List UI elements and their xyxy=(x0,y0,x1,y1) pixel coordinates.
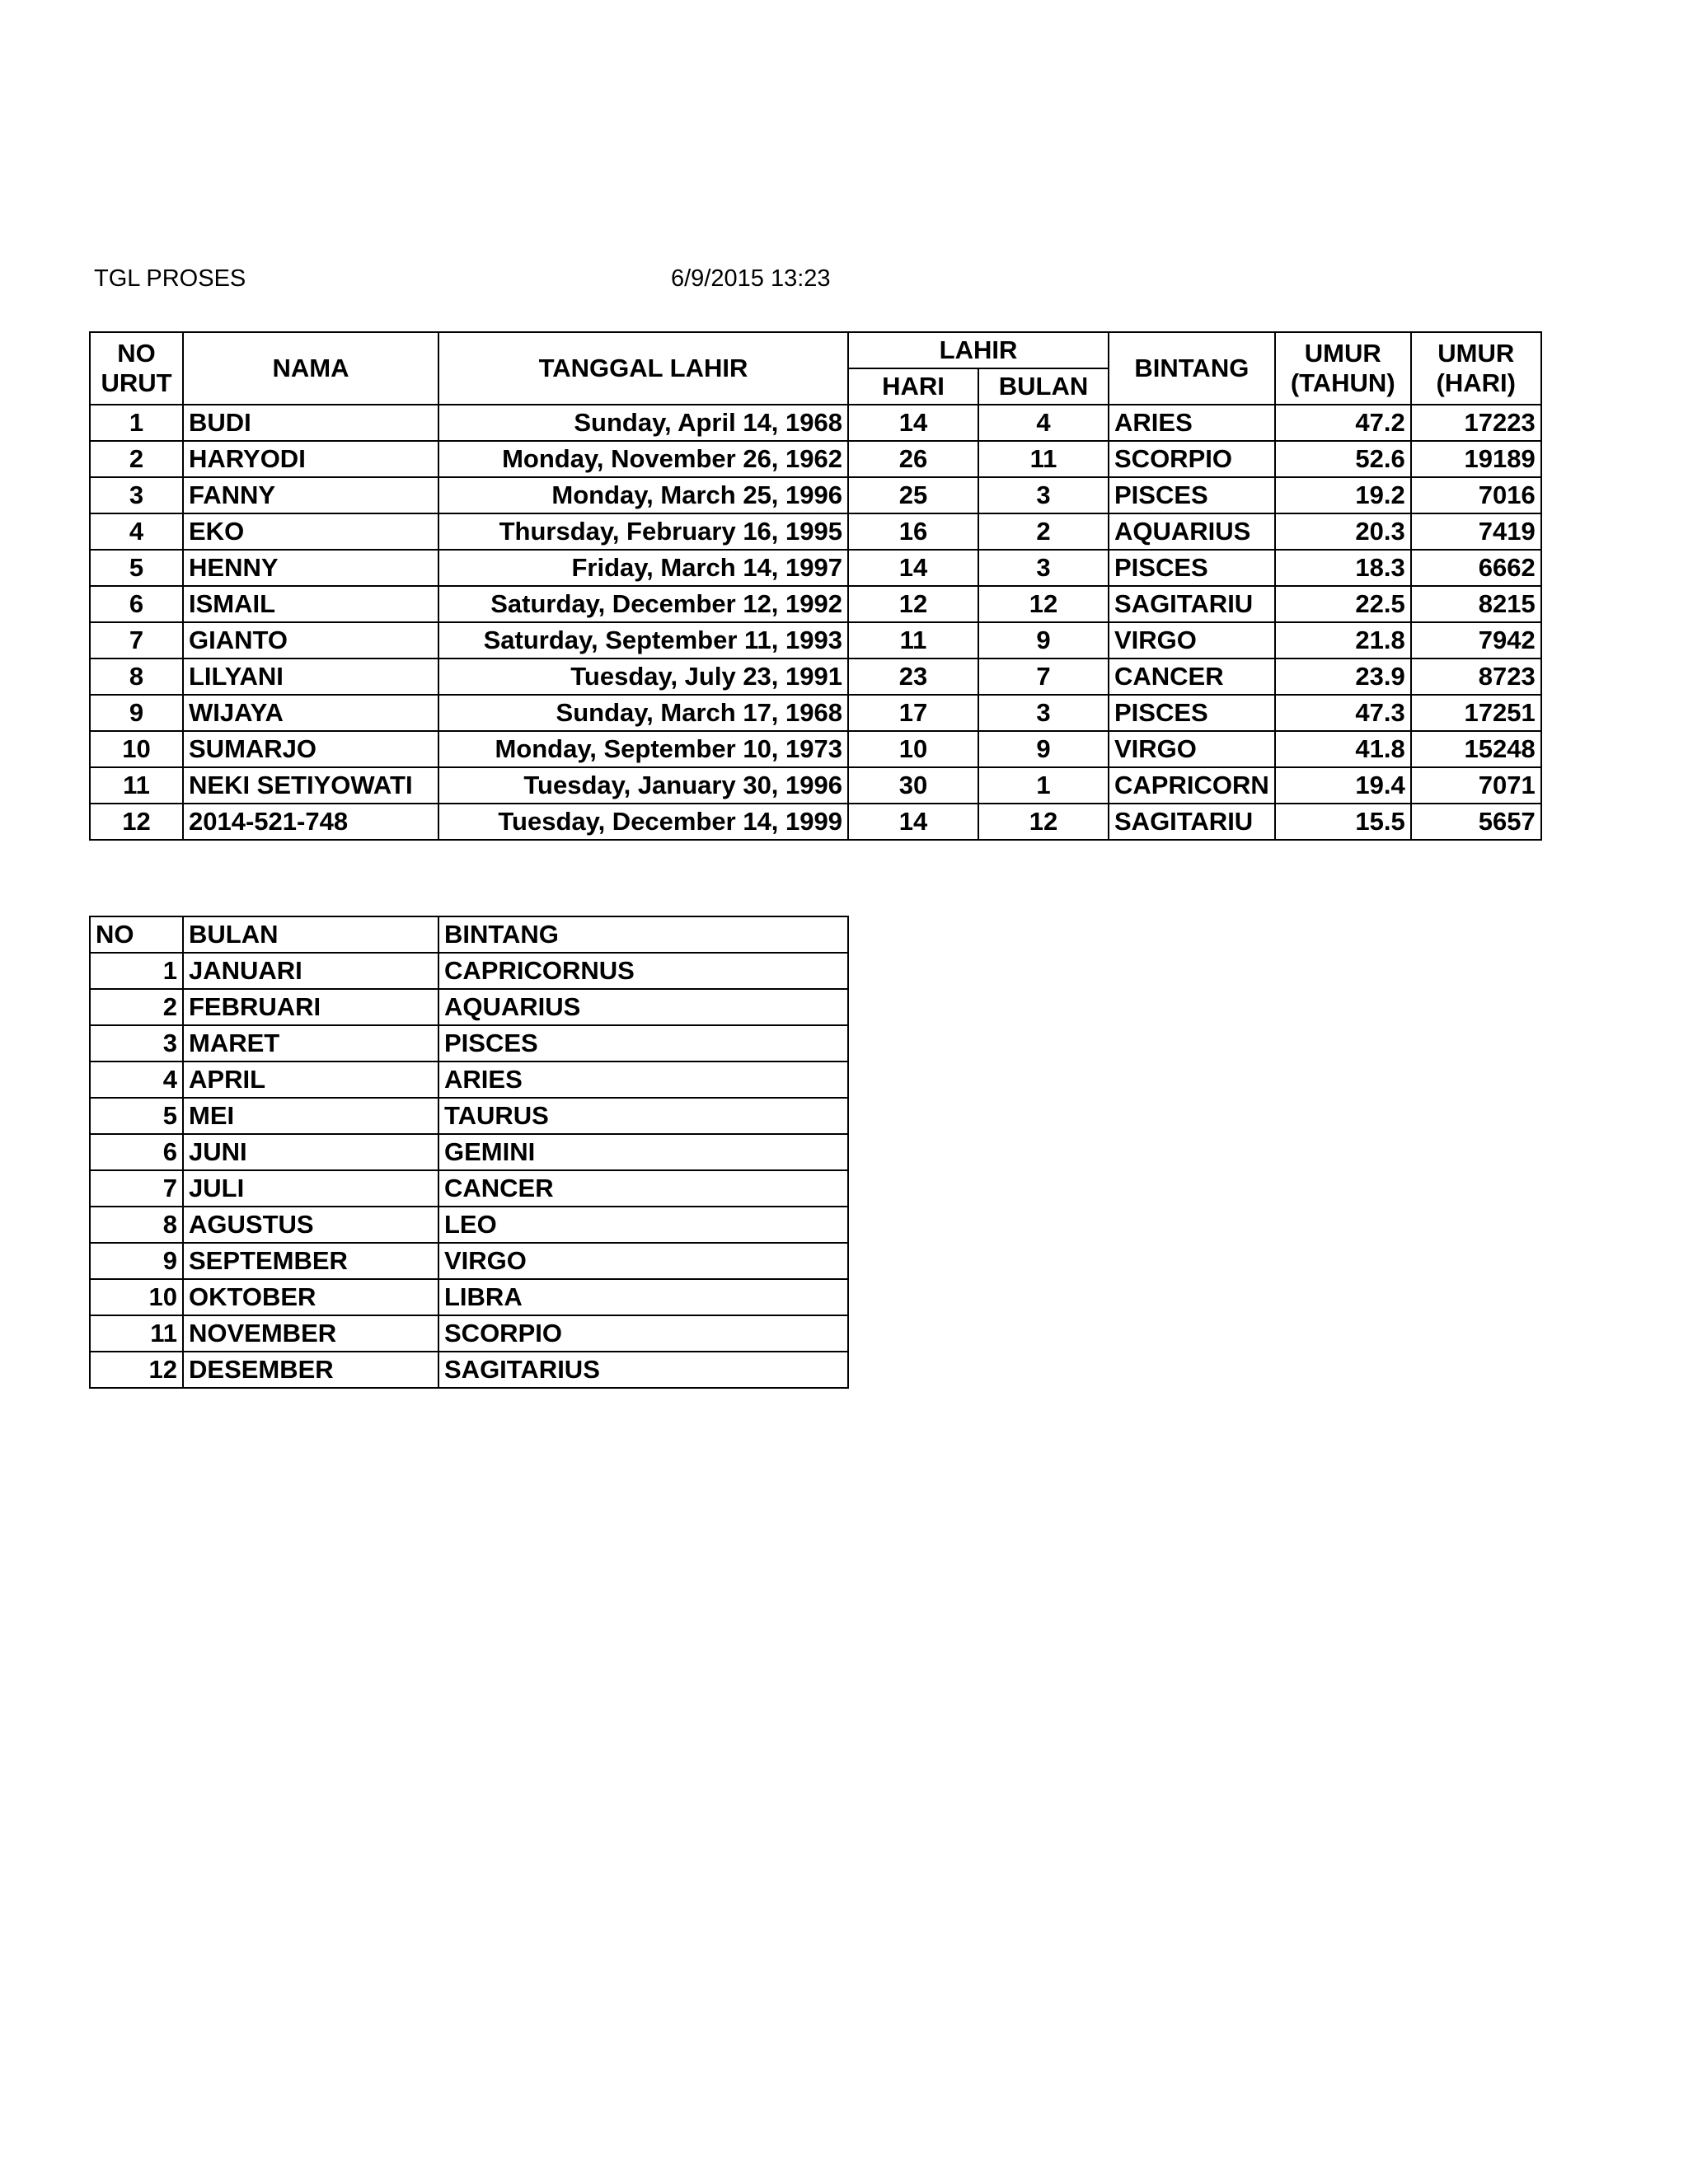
zodiac-cell-no: 6 xyxy=(90,1134,183,1170)
cell-bintang: PISCES xyxy=(1109,477,1275,513)
cell-hari: 25 xyxy=(848,477,978,513)
zodiac-cell-bulan: SEPTEMBER xyxy=(183,1243,438,1279)
cell-no: 4 xyxy=(90,513,183,550)
header-bulan: BULAN xyxy=(978,368,1109,405)
header-umur-tahun xyxy=(1275,332,1411,405)
zodiac-cell-no: 11 xyxy=(90,1315,183,1352)
zodiac-cell-bulan: JUNI xyxy=(183,1134,438,1170)
cell-umur-tahun: 20.3 xyxy=(1275,513,1411,550)
cell-bintang: CAPRICORN xyxy=(1109,767,1275,804)
zodiac-row xyxy=(90,1098,848,1134)
cell-umur-hari: 8215 xyxy=(1411,586,1541,622)
cell-umur-tahun: 41.8 xyxy=(1275,731,1411,767)
cell-tanggal: Tuesday, January 30, 1996 xyxy=(438,767,848,804)
zodiac-cell-bintang: ARIES xyxy=(438,1062,848,1098)
zodiac-cell-bintang: CANCER xyxy=(438,1170,848,1207)
cell-tanggal: Friday, March 14, 1997 xyxy=(438,550,848,586)
header-umur-hari-line2: (HARI) xyxy=(1436,368,1516,397)
cell-tanggal: Monday, November 26, 1962 xyxy=(438,441,848,477)
cell-bintang: ARIES xyxy=(1109,405,1275,441)
cell-nama: FANNY xyxy=(183,477,438,513)
cell-nama: HARYODI xyxy=(183,441,438,477)
cell-bulan: 3 xyxy=(978,477,1109,513)
birth-data-table xyxy=(89,331,1542,841)
cell-bintang: VIRGO xyxy=(1109,731,1275,767)
cell-tanggal: Tuesday, December 14, 1999 xyxy=(438,804,848,840)
process-date-value: 6/9/2015 13:23 xyxy=(671,265,831,292)
cell-umur-hari: 7071 xyxy=(1411,767,1541,804)
cell-no: 7 xyxy=(90,622,183,658)
cell-umur-tahun: 47.3 xyxy=(1275,695,1411,731)
cell-nama: ISMAIL xyxy=(183,586,438,622)
cell-tanggal: Sunday, April 14, 1968 xyxy=(438,405,848,441)
zodiac-cell-no: 4 xyxy=(90,1062,183,1098)
cell-bintang: SAGITARIU xyxy=(1109,804,1275,840)
zodiac-header-bintang: BINTANG xyxy=(438,916,848,953)
zodiac-row xyxy=(90,1170,848,1207)
process-date-label: TGL PROSES xyxy=(94,265,246,292)
zodiac-cell-bulan: JANUARI xyxy=(183,953,438,989)
cell-hari: 26 xyxy=(848,441,978,477)
zodiac-row xyxy=(90,1352,848,1388)
cell-umur-hari: 6662 xyxy=(1411,550,1541,586)
table-row xyxy=(90,586,1541,622)
zodiac-header-row xyxy=(90,916,848,953)
cell-hari: 30 xyxy=(848,767,978,804)
zodiac-cell-bulan: MEI xyxy=(183,1098,438,1134)
zodiac-row xyxy=(90,1243,848,1279)
zodiac-header-no: NO xyxy=(90,916,183,953)
cell-hari: 17 xyxy=(848,695,978,731)
zodiac-header-bulan: BULAN xyxy=(183,916,438,953)
cell-bintang: VIRGO xyxy=(1109,622,1275,658)
zodiac-cell-bintang: SAGITARIUS xyxy=(438,1352,848,1388)
cell-bulan: 9 xyxy=(978,731,1109,767)
table-row xyxy=(90,405,1541,441)
cell-umur-tahun: 22.5 xyxy=(1275,586,1411,622)
cell-bintang: PISCES xyxy=(1109,550,1275,586)
zodiac-row xyxy=(90,1062,848,1098)
cell-nama: HENNY xyxy=(183,550,438,586)
cell-no: 6 xyxy=(90,586,183,622)
zodiac-cell-bintang: PISCES xyxy=(438,1025,848,1062)
zodiac-cell-bulan: DESEMBER xyxy=(183,1352,438,1388)
zodiac-cell-bulan: NOVEMBER xyxy=(183,1315,438,1352)
cell-umur-hari: 7016 xyxy=(1411,477,1541,513)
header-tanggal-lahir: TANGGAL LAHIR xyxy=(438,332,848,405)
cell-umur-hari: 7419 xyxy=(1411,513,1541,550)
zodiac-cell-bulan: AGUSTUS xyxy=(183,1207,438,1243)
cell-bintang: SAGITARIU xyxy=(1109,586,1275,622)
cell-nama: WIJAYA xyxy=(183,695,438,731)
cell-no: 3 xyxy=(90,477,183,513)
cell-bintang: PISCES xyxy=(1109,695,1275,731)
cell-bulan: 1 xyxy=(978,767,1109,804)
header-umur-tahun-line2: (TAHUN) xyxy=(1290,368,1395,397)
cell-bintang: SCORPIO xyxy=(1109,441,1275,477)
zodiac-cell-no: 8 xyxy=(90,1207,183,1243)
cell-hari: 11 xyxy=(848,622,978,658)
header-no-line1: NO xyxy=(117,339,156,368)
cell-hari: 14 xyxy=(848,804,978,840)
zodiac-row xyxy=(90,1207,848,1243)
cell-bulan: 2 xyxy=(978,513,1109,550)
cell-umur-tahun: 21.8 xyxy=(1275,622,1411,658)
zodiac-cell-bulan: FEBRUARI xyxy=(183,989,438,1025)
table-row xyxy=(90,804,1541,840)
table-row xyxy=(90,767,1541,804)
cell-bulan: 3 xyxy=(978,550,1109,586)
cell-nama: LILYANI xyxy=(183,658,438,695)
zodiac-cell-bintang: LIBRA xyxy=(438,1279,848,1315)
header-umur-hari-line1: UMUR xyxy=(1437,339,1515,368)
cell-umur-tahun: 19.2 xyxy=(1275,477,1411,513)
zodiac-row xyxy=(90,1025,848,1062)
zodiac-cell-bulan: MARET xyxy=(183,1025,438,1062)
cell-hari: 14 xyxy=(848,550,978,586)
zodiac-cell-bulan: OKTOBER xyxy=(183,1279,438,1315)
header-umur-tahun-line1: UMUR xyxy=(1304,339,1381,368)
cell-bulan: 12 xyxy=(978,804,1109,840)
table-row xyxy=(90,695,1541,731)
zodiac-cell-bintang: SCORPIO xyxy=(438,1315,848,1352)
table-row xyxy=(90,658,1541,695)
zodiac-cell-bulan: JULI xyxy=(183,1170,438,1207)
cell-nama: NEKI SETIYOWATI xyxy=(183,767,438,804)
cell-hari: 10 xyxy=(848,731,978,767)
process-date-row xyxy=(94,260,918,297)
header-umur-hari xyxy=(1411,332,1541,405)
zodiac-cell-bintang: CAPRICORNUS xyxy=(438,953,848,989)
header-no-urut xyxy=(90,332,183,405)
cell-tanggal: Monday, March 25, 1996 xyxy=(438,477,848,513)
cell-umur-tahun: 52.6 xyxy=(1275,441,1411,477)
cell-no: 9 xyxy=(90,695,183,731)
cell-umur-hari: 15248 xyxy=(1411,731,1541,767)
zodiac-row xyxy=(90,1279,848,1315)
cell-no: 5 xyxy=(90,550,183,586)
zodiac-cell-no: 1 xyxy=(90,953,183,989)
cell-no: 10 xyxy=(90,731,183,767)
zodiac-cell-bintang: GEMINI xyxy=(438,1134,848,1170)
cell-umur-tahun: 15.5 xyxy=(1275,804,1411,840)
cell-bulan: 7 xyxy=(978,658,1109,695)
cell-no: 1 xyxy=(90,405,183,441)
cell-tanggal: Saturday, December 12, 1992 xyxy=(438,586,848,622)
zodiac-cell-no: 7 xyxy=(90,1170,183,1207)
cell-umur-hari: 8723 xyxy=(1411,658,1541,695)
cell-nama: SUMARJO xyxy=(183,731,438,767)
header-no-line2: URUT xyxy=(101,368,172,397)
cell-no: 8 xyxy=(90,658,183,695)
cell-umur-hari: 5657 xyxy=(1411,804,1541,840)
cell-bulan: 4 xyxy=(978,405,1109,441)
zodiac-row xyxy=(90,1134,848,1170)
cell-bulan: 12 xyxy=(978,586,1109,622)
header-lahir: LAHIR xyxy=(848,332,1109,368)
cell-no: 2 xyxy=(90,441,183,477)
cell-umur-hari: 19189 xyxy=(1411,441,1541,477)
cell-tanggal: Tuesday, July 23, 1991 xyxy=(438,658,848,695)
cell-nama: EKO xyxy=(183,513,438,550)
zodiac-cell-no: 5 xyxy=(90,1098,183,1134)
cell-hari: 16 xyxy=(848,513,978,550)
cell-nama: BUDI xyxy=(183,405,438,441)
header-bintang: BINTANG xyxy=(1109,332,1275,405)
zodiac-cell-no: 12 xyxy=(90,1352,183,1388)
cell-hari: 12 xyxy=(848,586,978,622)
cell-umur-hari: 17251 xyxy=(1411,695,1541,731)
cell-tanggal: Monday, September 10, 1973 xyxy=(438,731,848,767)
zodiac-row xyxy=(90,953,848,989)
cell-bulan: 9 xyxy=(978,622,1109,658)
zodiac-cell-bintang: AQUARIUS xyxy=(438,989,848,1025)
table-row xyxy=(90,622,1541,658)
zodiac-cell-bintang: TAURUS xyxy=(438,1098,848,1134)
cell-umur-hari: 17223 xyxy=(1411,405,1541,441)
zodiac-cell-no: 10 xyxy=(90,1279,183,1315)
zodiac-cell-no: 3 xyxy=(90,1025,183,1062)
cell-umur-tahun: 47.2 xyxy=(1275,405,1411,441)
table-row xyxy=(90,731,1541,767)
table-row xyxy=(90,513,1541,550)
cell-umur-tahun: 19.4 xyxy=(1275,767,1411,804)
zodiac-row xyxy=(90,1315,848,1352)
cell-nama: GIANTO xyxy=(183,622,438,658)
zodiac-cell-bintang: LEO xyxy=(438,1207,848,1243)
cell-bulan: 3 xyxy=(978,695,1109,731)
cell-tanggal: Thursday, February 16, 1995 xyxy=(438,513,848,550)
zodiac-row xyxy=(90,989,848,1025)
header-hari: HARI xyxy=(848,368,978,405)
cell-no: 11 xyxy=(90,767,183,804)
zodiac-reference-table xyxy=(89,916,849,1389)
cell-hari: 14 xyxy=(848,405,978,441)
zodiac-cell-no: 9 xyxy=(90,1243,183,1279)
cell-umur-tahun: 18.3 xyxy=(1275,550,1411,586)
cell-umur-hari: 7942 xyxy=(1411,622,1541,658)
header-nama: NAMA xyxy=(183,332,438,405)
cell-tanggal: Sunday, March 17, 1968 xyxy=(438,695,848,731)
cell-bulan: 11 xyxy=(978,441,1109,477)
cell-tanggal: Saturday, September 11, 1993 xyxy=(438,622,848,658)
cell-umur-tahun: 23.9 xyxy=(1275,658,1411,695)
cell-no: 12 xyxy=(90,804,183,840)
cell-bintang: CANCER xyxy=(1109,658,1275,695)
cell-hari: 23 xyxy=(848,658,978,695)
cell-nama: 2014-521-748 xyxy=(183,804,438,840)
zodiac-cell-bintang: VIRGO xyxy=(438,1243,848,1279)
zodiac-cell-bulan: APRIL xyxy=(183,1062,438,1098)
table-row xyxy=(90,550,1541,586)
cell-bintang: AQUARIUS xyxy=(1109,513,1275,550)
zodiac-cell-no: 2 xyxy=(90,989,183,1025)
table-row xyxy=(90,441,1541,477)
table-row xyxy=(90,477,1541,513)
